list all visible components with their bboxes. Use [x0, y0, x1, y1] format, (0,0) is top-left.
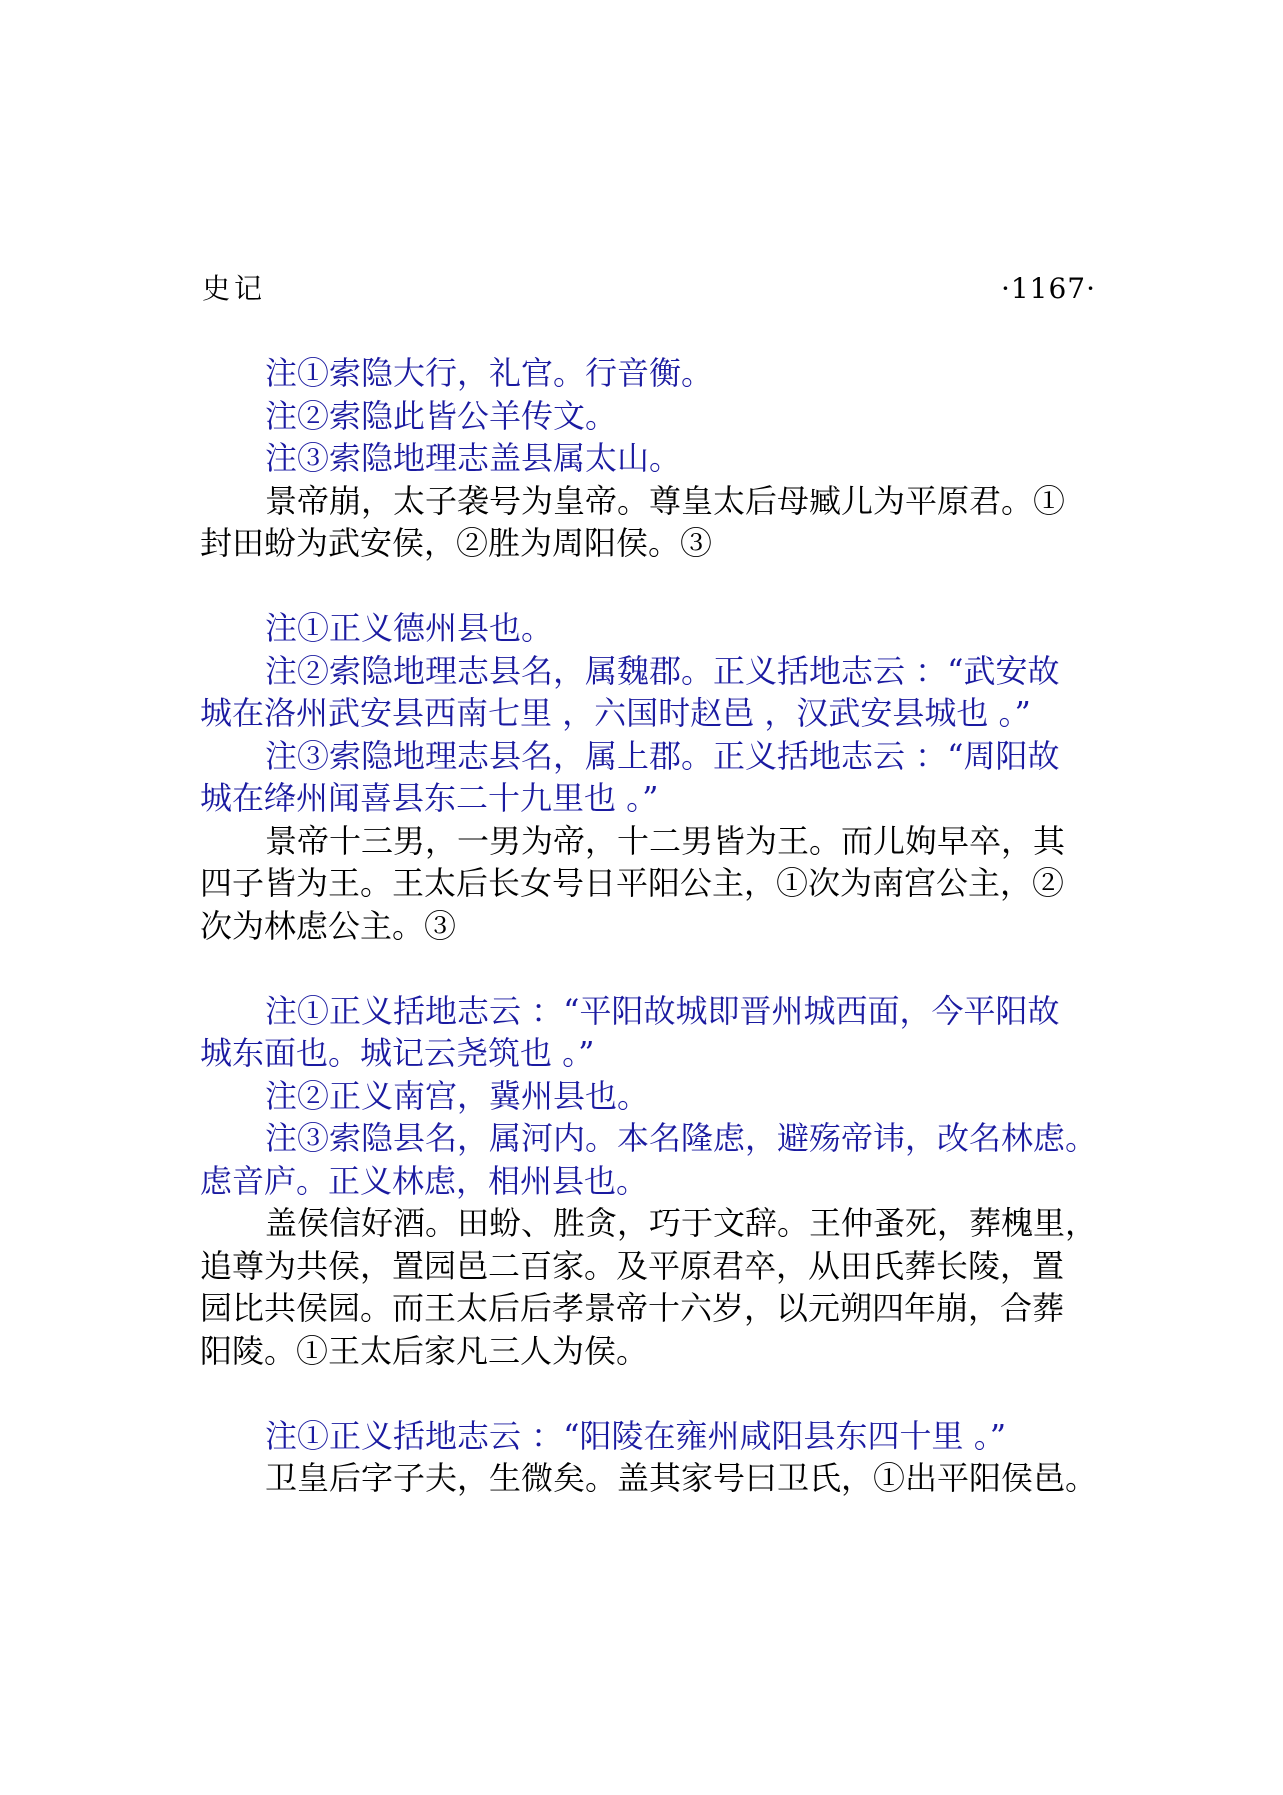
annotation-line: 注①正义括地志云 ：“阳陵在雍州咸阳县东四十里 。”	[265, 1416, 1007, 1455]
annotation-line: 注②索隐此皆公羊传文。	[265, 396, 618, 435]
annotation-line: 注①正义德州县也。	[265, 609, 554, 647]
annotation-line: 城东面也。城记云尧筑也 。”	[200, 1034, 595, 1072]
paragraph-gap	[200, 947, 1100, 990]
annotation-line: 注①正义括地志云 ：“平阳故城即晋州城西面，今平阳故	[265, 991, 1060, 1030]
annotation-line: 城在洛州武安县西南七里 ，六国时赵邑 ，汉武安县城也 。”	[200, 694, 1031, 732]
main-text-line: 盖侯信好酒。田蚡、胜贪，巧于文辞。王仲蚤死，葬槐里，	[265, 1204, 1098, 1242]
main-text-line: 追尊为共侯，置园邑二百家。及平原君卒，从田氏葬长陵，置	[200, 1246, 1065, 1285]
paragraph-gap	[200, 1372, 1100, 1415]
main-text-line: 封田蚡为武安侯，②胜为周阳侯。③	[200, 524, 713, 562]
main-text-line: 卫皇后字子夫，生微矣。盖其家号曰卫氏，①出平阳侯邑。	[265, 1459, 1098, 1497]
annotation-line: 城在绛州闻喜县东二十九里也 。”	[200, 779, 659, 817]
annotation-line: 注③索隐地理志县名，属上郡。正义括地志云 ：“周阳故	[265, 736, 1060, 775]
main-text-line: 景帝崩，太子袭号为皇帝。尊皇太后母臧儿为平原君。①	[265, 481, 1066, 520]
annotation-line: 注③索隐地理志盖县属太山。	[265, 439, 682, 477]
annotation-line: 注③索隐县名，属河内。本名隆虑，避殇帝讳，改名林虑。	[265, 1119, 1098, 1157]
paragraph-gap	[200, 565, 1100, 608]
main-text-line: 阳陵。①王太后家凡三人为侯。	[200, 1331, 649, 1370]
annotation-line: 注②正义南宫，冀州县也。	[265, 1076, 650, 1115]
main-text-line: 景帝十三男，一男为帝，十二男皆为王。而儿姁早卒，其	[265, 821, 1066, 860]
main-text-line: 园比共侯园。而王太后后孝景帝十六岁，以元朔四年崩，合葬	[200, 1289, 1065, 1327]
annotation-line: 注①索隐大行，礼官。行音衡。	[265, 354, 714, 392]
main-text-line: 四子皆为王。王太后长女号日平阳公主，①次为南宫公主，②	[200, 864, 1065, 902]
running-header	[202, 268, 1096, 310]
annotation-line: 注②索隐地理志县名，属魏郡。正义括地志云 ：“武安故	[265, 651, 1060, 690]
body-text	[200, 352, 1100, 1500]
book-title: 史记	[202, 272, 267, 305]
annotation-line: 虑音庐。正义林虑，相州县也。	[200, 1161, 649, 1200]
page-number: ·1167·	[1000, 272, 1096, 305]
main-text-line: 次为林虑公主。③	[200, 906, 457, 945]
